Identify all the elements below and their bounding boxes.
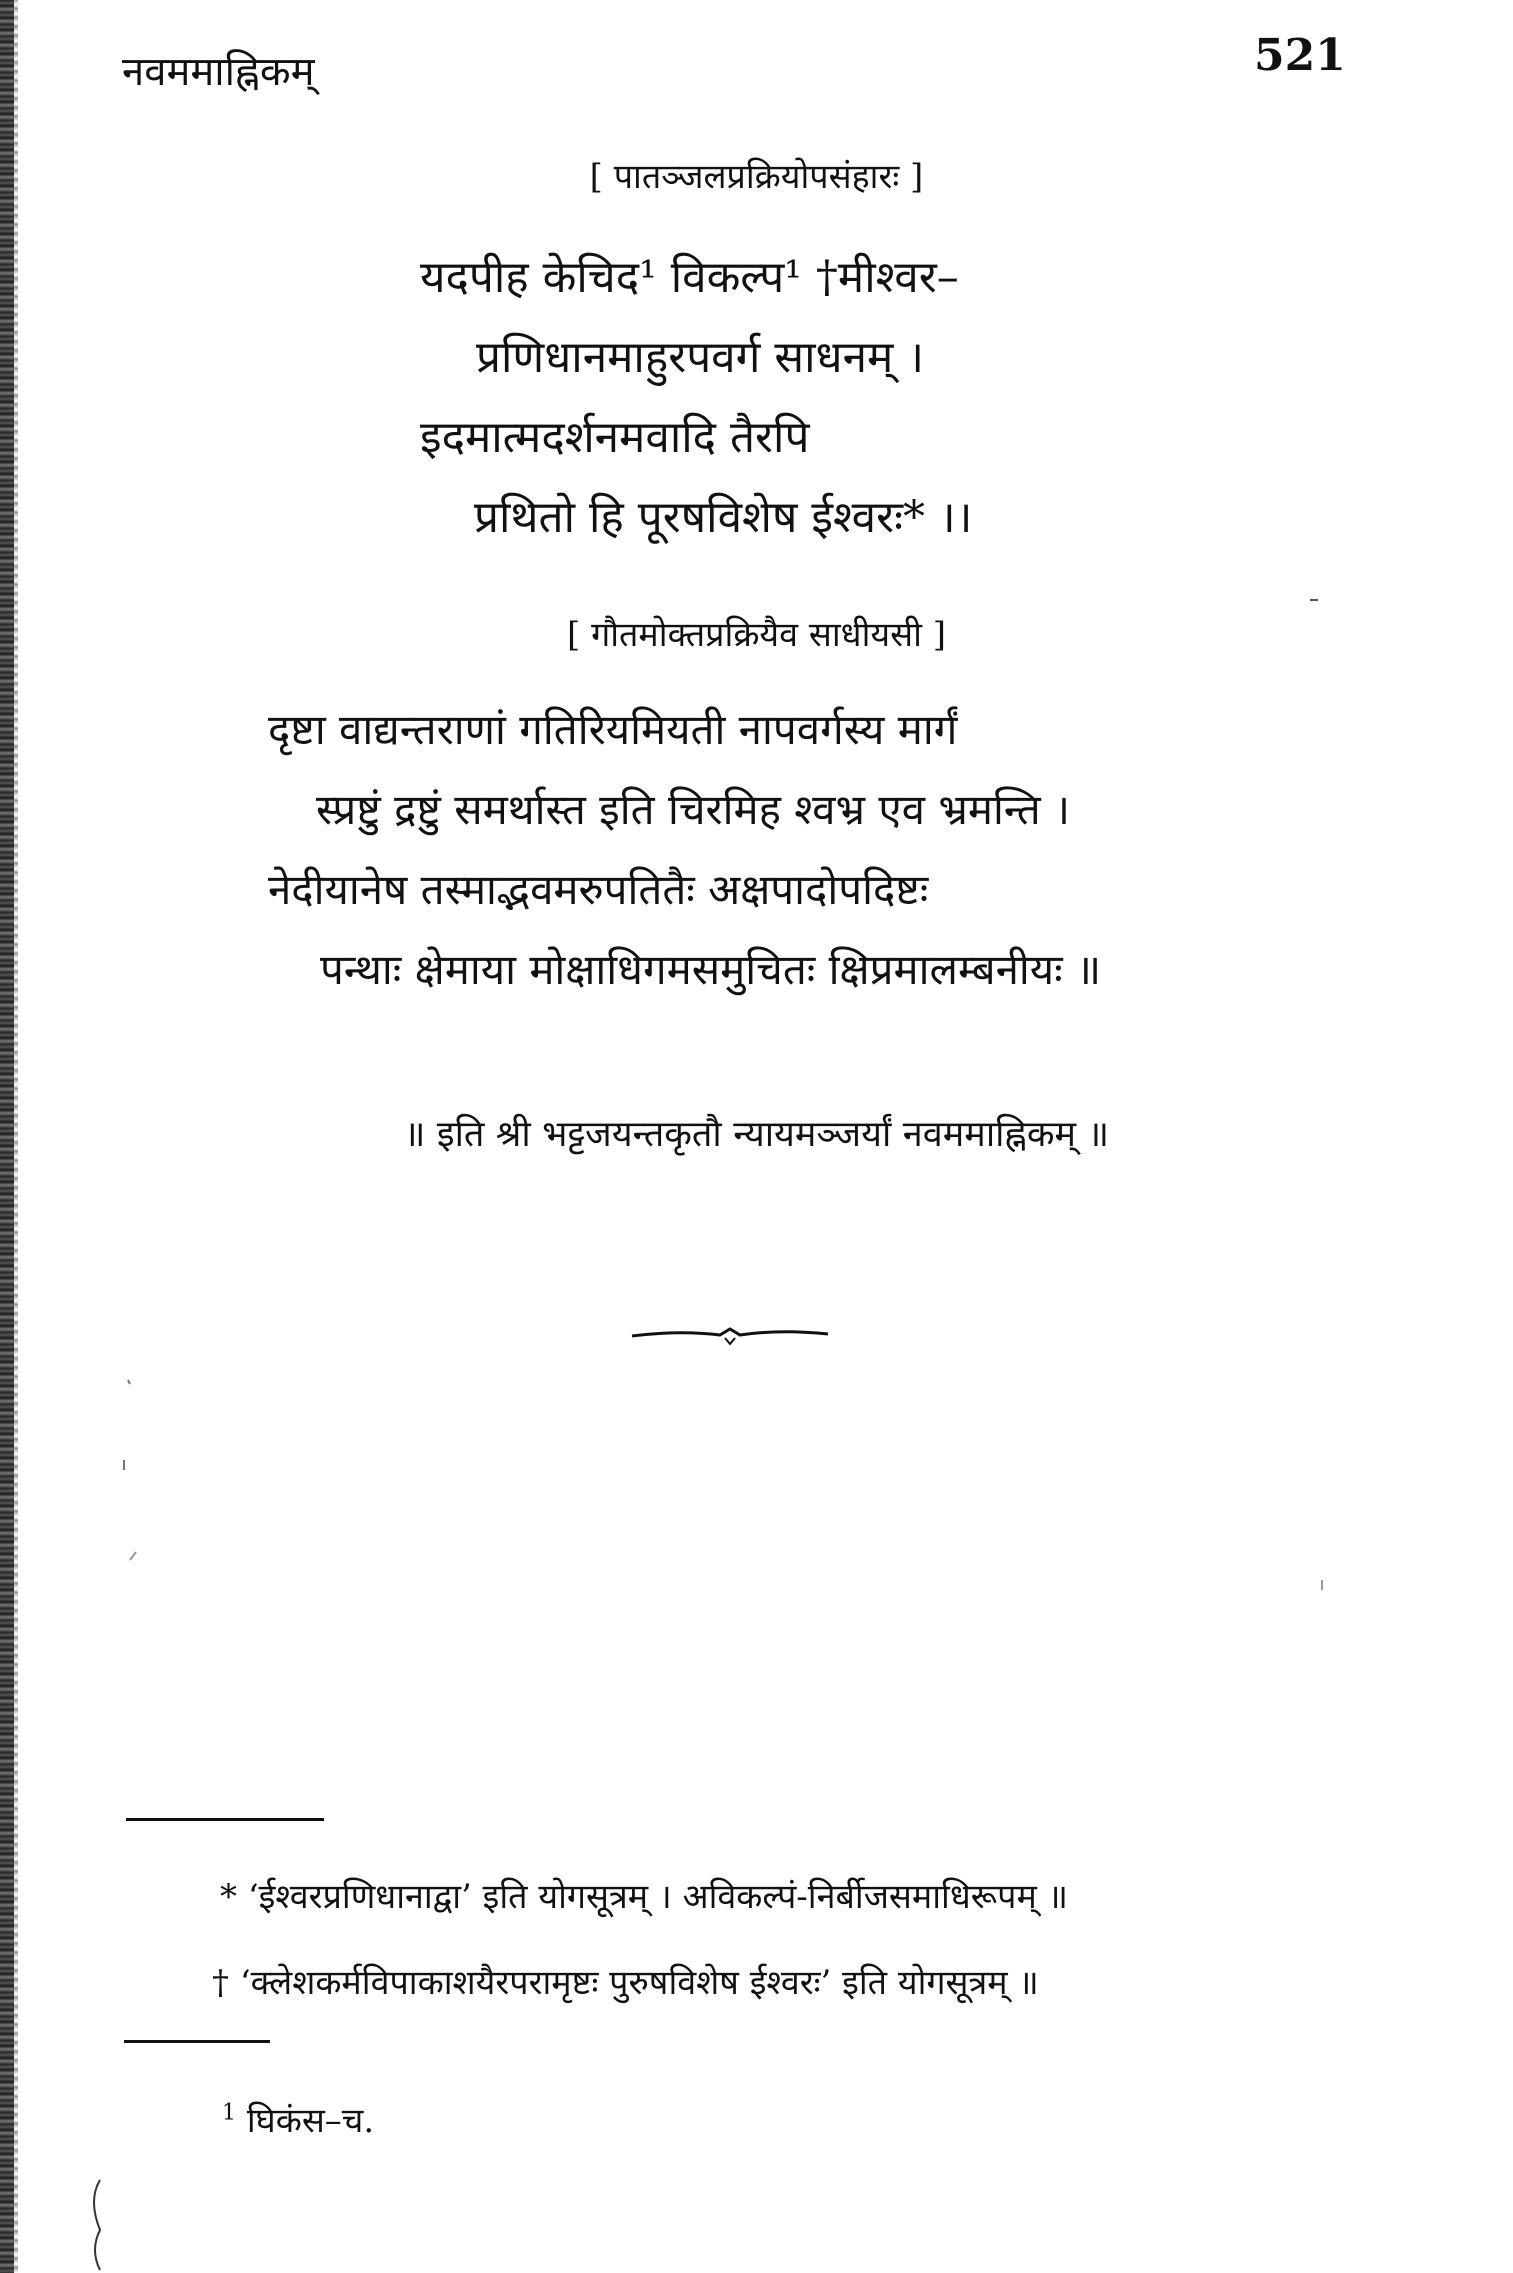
footnote-1-mark: *	[220, 1877, 237, 1917]
running-head: नवममाह्निकम्	[122, 49, 315, 95]
section-heading-patanjala: [ पातञ्जलप्रक्रियोपसंहारः ]	[589, 157, 924, 197]
page-number: 521	[1254, 30, 1346, 81]
footnote-2-text: ‘क्लेशकर्मविपाकाशयैरपरामृष्टः पुरुषविशेष ईश्वरः’ इति योगसूत्रम् ॥	[239, 1963, 1039, 2003]
colophon: ॥ इति श्री भट्टजयन्तकृतौ न्यायमञ्जर्यां नवममाह्निकम् ॥	[403, 1114, 1110, 1155]
verse-1-line-3: इदमात्मदर्शनमवादि तैरपि	[420, 412, 810, 463]
verse-2-line-2: स्प्रष्टुं द्रष्टुं समर्थास्त इति चिरमिह श्वभ्र एव भ्रमन्ति ।	[316, 785, 1070, 834]
verse-2-line-1: दृष्टा वाद्यन्तराणां गतिरियमियती नापवर्गस्य मार्गं	[268, 705, 958, 754]
variant-mark: 1	[222, 2100, 236, 2126]
verse-2-line-3: नेदीयानेष तस्माद्भवमरुपतितैः अक्षपादोपदिष्टः	[268, 865, 929, 914]
verse-1-line-2: प्रणिधानमाहुरपवर्ग साधनम् ।	[476, 332, 924, 383]
verse-2-line-4: पन्थाः क्षेमाया मोक्षाधिगमसमुचितः क्षिप्रमालम्बनीयः ॥	[320, 945, 1102, 994]
verse-1-line-1: यदपीह केचिद¹ विकल्प¹ †मीश्वर–	[420, 252, 959, 303]
variant-text: घिकंस–च.	[246, 2101, 375, 2141]
verse-1-line-4: प्रथितो हि पूरषविशेष ईश्वरः* ।।	[474, 492, 973, 543]
footnote-1-text: ‘ईश्वरप्रणिधानाद्वा’ इति योगसूत्रम् । अविकल्पं-निर्बीजसमाधिरूपम् ॥	[247, 1877, 1068, 1917]
section-heading-gautama: [ गौतमोक्तप्रक्रियैव साधीयसी ]	[567, 615, 946, 655]
footnote-2-mark: †	[212, 1963, 229, 2003]
